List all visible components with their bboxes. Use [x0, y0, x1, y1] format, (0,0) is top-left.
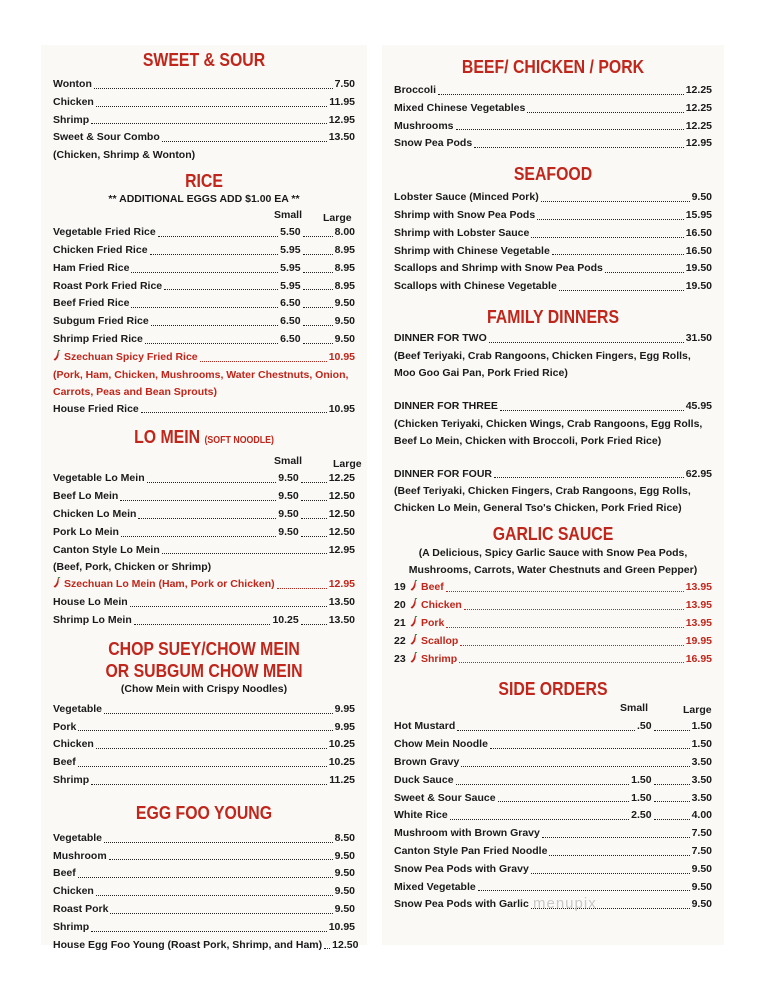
chili-pepper-icon: [53, 577, 61, 588]
menu-item-spicy: 20 Chicken 13.95: [394, 599, 712, 612]
menu-item: Roast Pork 9.50: [53, 902, 355, 915]
chili-pepper-icon: [410, 616, 418, 627]
menu-item: House Fried Rice 10.95: [53, 402, 355, 415]
menu-item-spicy: Szechuan Lo Mein (Ham, Pork or Chicken) 12.95: [53, 576, 355, 594]
menu-item: Pork 9.95: [53, 720, 355, 733]
seafood-list: [394, 189, 712, 296]
garlic-sauce-list: [394, 579, 712, 668]
egg-foo-young-title: EGG FOO YOUNG: [135, 802, 273, 823]
menu-item: Chicken 11.95: [53, 95, 355, 108]
side-size-header: [394, 700, 712, 718]
menu-item: Shrimp with Chinese Vegetable 16.50: [394, 244, 712, 257]
menu-item: Canton Style Pan Fried Noodle 7.50: [394, 844, 712, 857]
watermark: menupix: [533, 895, 597, 912]
item-note: Beef Lo Mein, Chicken with Broccoli, Pork Fried Rice): [394, 434, 662, 447]
rice-title: RICE: [185, 171, 223, 192]
menu-item: Wonton 7.50: [53, 78, 355, 90]
menu-item: Hot Mustard .50 1.50: [394, 720, 712, 733]
menu-item: DINNER FOR FOUR 62.95: [394, 467, 712, 480]
rice-egg-note: ** ADDITIONAL EGGS ADD $1.00 EA **: [108, 193, 300, 206]
lo-mein-list: [53, 470, 355, 629]
menu-item: Broccoli 12.25: [394, 84, 712, 96]
menu-item: House Lo Mein 13.50: [53, 596, 355, 609]
chili-pepper-icon: [53, 350, 61, 361]
menu-item: Vegetable 9.95: [53, 702, 355, 715]
menu-item: Mushrooms 12.25: [394, 119, 712, 132]
menu-item: Shrimp 12.95: [53, 113, 355, 126]
beef-chicken-pork-title: BEEF/ CHICKEN / PORK: [461, 57, 645, 77]
small-label: Small: [620, 702, 649, 715]
menu-item: Vegetable 8.50: [53, 831, 355, 844]
item-note: (Beef Teriyaki, Chicken Fingers, Crab Rangoons, Egg Rolls,: [394, 485, 691, 498]
seafood-title: SEAFOOD: [513, 164, 593, 185]
side-orders-list: [394, 718, 712, 914]
menu-item: Vegetable Lo Mein 9.50 12.25: [53, 472, 355, 485]
chili-pepper-icon: [410, 652, 418, 663]
chop-suey-list: [53, 701, 355, 790]
sweet-sour-title: SWEET & SOUR: [142, 50, 266, 70]
lo-mein-title: LO MEIN (SOFT NOODLE): [134, 427, 274, 448]
menu-item: Subgum Fried Rice 6.50 9.50: [53, 315, 355, 328]
menu-item: Shrimp Fried Rice 6.50 9.50: [53, 332, 355, 345]
item-note: (Chicken Teriyaki, Chicken Wings, Crab Rangoons, Egg Rolls,: [394, 417, 703, 430]
small-label: Small: [274, 209, 303, 222]
menu-item: Shrimp with Snow Pea Pods 15.95: [394, 208, 712, 221]
menu-left-column: [41, 45, 367, 951]
menu-item: Sweet & Sour Combo 13.50: [53, 131, 355, 144]
family-dinners-list: [394, 330, 712, 517]
sweet-sour-list: [53, 76, 355, 164]
rice-size-header: [53, 206, 355, 224]
garlic-sauce-title: GARLIC SAUCE: [492, 524, 614, 545]
menu-item: Shrimp 11.25: [53, 773, 355, 786]
menu-item: House Egg Foo Young (Roast Pork, Shrimp, and Ham) 12.50: [53, 938, 359, 951]
side-orders-title: SIDE ORDERS: [498, 679, 608, 700]
menu-item: DINNER FOR TWO 31.50: [394, 331, 712, 344]
chop-suey-title: CHOP SUEY/CHOW MEIN OR SUBGUM CHOW MEIN: [105, 638, 303, 681]
menu-item: DINNER FOR THREE 45.95: [394, 399, 712, 412]
lo-mein-size-header: [53, 452, 362, 471]
chili-pepper-icon: [410, 598, 418, 609]
menu-item: Brown Gravy 3.50: [394, 755, 712, 768]
menu-item: Duck Sauce 1.50 3.50: [394, 773, 712, 786]
menu-item: Beef Fried Rice 6.50 9.50: [53, 297, 355, 310]
chili-pepper-icon: [410, 634, 418, 645]
garlic-note: (A Delicious, Spicy Garlic Sauce with Snow Pea Pods,: [418, 547, 688, 560]
menu-item: Snow Pea Pods 12.95: [394, 137, 712, 150]
menu-item: Lobster Sauce (Minced Pork) 9.50: [394, 191, 712, 204]
menu-item: Mixed Vegetable 9.50: [394, 880, 712, 893]
menu-item: Mushroom with Brown Gravy 7.50: [394, 827, 712, 840]
menu-item: Roast Pork Fried Rice 5.95 8.95: [53, 279, 355, 292]
menu-item: Scallops with Chinese Vegetable 19.50: [394, 280, 712, 293]
egg-foo-young-list: [53, 830, 359, 955]
item-note: (Beef Teriyaki, Crab Rangoons, Chicken Fingers, Egg Rolls,: [394, 349, 691, 362]
menu-item: Snow Pea Pods with Gravy 9.50: [394, 862, 712, 875]
menu-item: White Rice 2.50 4.00: [394, 809, 712, 822]
menu-item: Ham Fried Rice 5.95 8.95: [53, 261, 355, 274]
item-note: Moo Goo Gai Pan, Pork Fried Rice): [394, 366, 568, 379]
beef-chicken-pork-list: [394, 82, 712, 153]
menu-item-spicy: 23 Shrimp 16.95: [394, 652, 712, 665]
menu-item: Scallops and Shrimp with Snow Pea Pods 19.50: [394, 262, 712, 275]
menu-item: Chicken 9.50: [53, 885, 355, 898]
garlic-note: Mushrooms, Carrots, Water Chestnuts and Green Pepper): [408, 564, 698, 577]
menu-item: Mushroom 9.50: [53, 849, 355, 862]
menu-item: Pork Lo Mein 9.50 12.50: [53, 525, 355, 538]
menu-item: Mixed Chinese Vegetables 12.25: [394, 101, 712, 114]
chili-pepper-icon: [410, 580, 418, 591]
menu-item-spicy: Szechuan Spicy Fried Rice 10.95: [53, 349, 355, 367]
menu-item: Sweet & Sour Sauce 1.50 3.50: [394, 791, 712, 804]
large-label: Large: [333, 458, 362, 471]
menu-item: Beef 9.50: [53, 867, 355, 880]
rice-list: [53, 224, 355, 418]
menu-right-column: [382, 45, 724, 945]
menu-item: Snow Pea Pods with Garlic 9.50: [394, 898, 712, 911]
menu-item: Chow Mein Noodle 1.50: [394, 738, 712, 751]
menu-item: Chicken Lo Mein 9.50 12.50: [53, 507, 355, 520]
menu-item: Chicken Fried Rice 5.95 8.95: [53, 243, 355, 256]
menu-item: Shrimp with Lobster Sauce 16.50: [394, 226, 712, 239]
menu-item-spicy: 19 Beef 13.95: [394, 581, 712, 594]
family-dinners-title: FAMILY DINNERS: [486, 306, 620, 327]
large-label: Large: [323, 212, 352, 225]
item-note: (Pork, Ham, Chicken, Mushrooms, Water Chestnuts, Onion, Carrots, Peas and Bean Sprouts): [53, 368, 349, 398]
large-label: Large: [683, 704, 712, 717]
menu-item: Shrimp 10.95: [53, 920, 355, 933]
menu-item-spicy: 22 Scallop 19.95: [394, 634, 712, 647]
item-note: (Beef, Pork, Chicken or Shrimp): [53, 561, 212, 574]
menu-item: Vegetable Fried Rice 5.50 8.00: [53, 226, 355, 239]
item-note: Chicken Lo Mein, General Tso's Chicken, Pork Fried Rice): [394, 502, 682, 515]
menu-item: Beef Lo Mein 9.50 12.50: [53, 490, 355, 503]
menu-item-spicy: 21 Pork 13.95: [394, 616, 712, 629]
menu-item: Canton Style Lo Mein 12.95: [53, 543, 355, 556]
menu-item: Chicken 10.25: [53, 738, 355, 751]
menu-item: Shrimp Lo Mein 10.25 13.50: [53, 613, 355, 626]
chop-suey-note: (Chow Mein with Crispy Noodles): [120, 682, 288, 695]
small-label: Small: [274, 455, 303, 468]
menu-item: Beef 10.25: [53, 756, 355, 769]
item-note: (Chicken, Shrimp & Wonton): [53, 149, 196, 162]
